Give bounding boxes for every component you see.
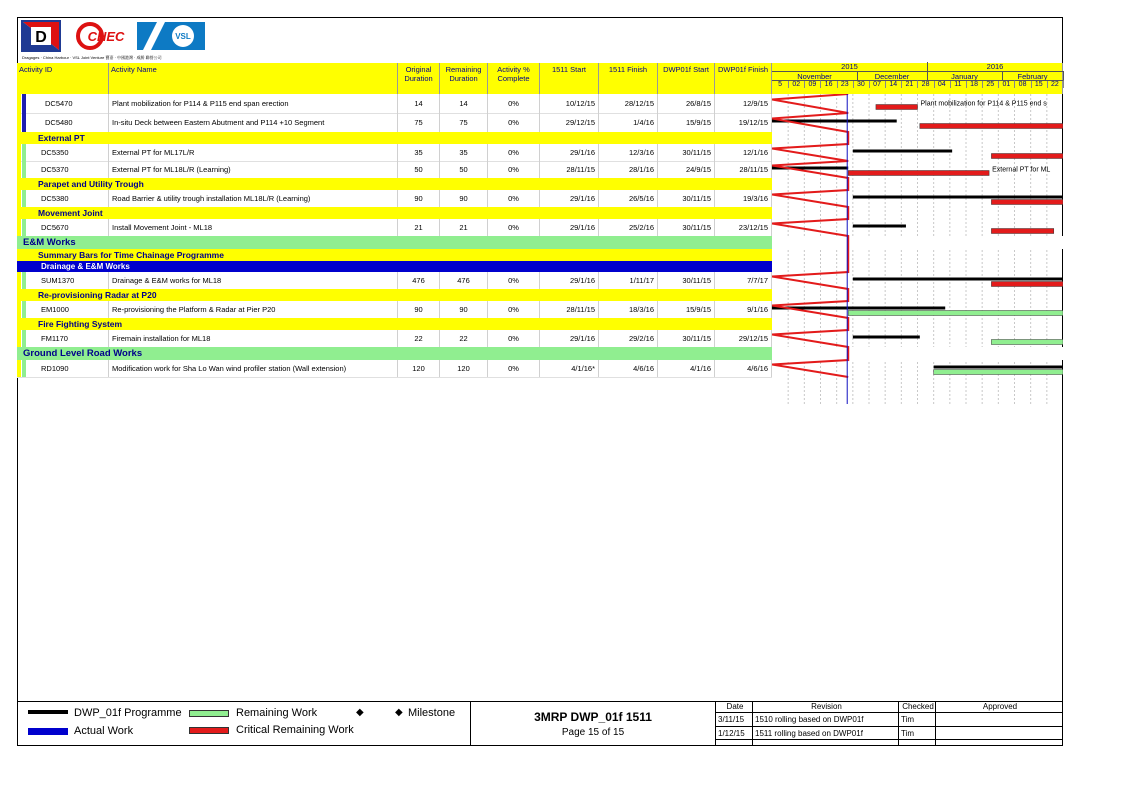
dwp-start: 15/9/15 — [658, 113, 715, 132]
dwp-finish: 28/11/15 — [715, 161, 772, 178]
chec-logo-icon — [74, 20, 128, 52]
finish-1511: 1/11/17 — [599, 272, 658, 289]
table-row — [17, 144, 772, 162]
revision-date: 1/12/15 — [716, 727, 753, 740]
legend-remaining-label: Remaining Work — [236, 707, 318, 719]
pct-complete: 0% — [488, 113, 540, 132]
vsl-logo — [137, 20, 205, 52]
month-label: December — [857, 71, 928, 81]
original-duration: 75 — [398, 113, 440, 132]
activity-name: External PT for ML17L/R — [109, 144, 398, 161]
pct-complete: 0% — [488, 161, 540, 178]
wbs-stripe — [22, 190, 26, 207]
remaining-duration: 120 — [440, 360, 488, 377]
revision-header-approved: Approved — [936, 701, 1063, 713]
baseline-bar — [853, 336, 920, 339]
activity-name: Re-provisioning the Platform & Radar at Pier P20 — [109, 301, 398, 318]
col-remaining-duration: Remaining Duration — [440, 63, 488, 94]
wbs-stripe — [17, 190, 21, 207]
wbs-stripe — [17, 144, 21, 161]
legend-critical-swatch — [189, 727, 229, 734]
finish-1511: 26/5/16 — [599, 190, 658, 207]
dwp-finish: 12/9/15 — [715, 94, 772, 113]
activity-name: Modification work for Sha Lo Wan wind profiler station (Wall extension) — [109, 360, 398, 377]
pct-complete: 0% — [488, 94, 540, 113]
week-label: 16 — [821, 80, 838, 88]
week-label: 04 — [934, 80, 951, 88]
legend-actual-swatch — [28, 728, 68, 735]
start-1511: 10/12/15 — [540, 94, 599, 113]
week-label: 08 — [1015, 80, 1032, 88]
band-label: Ground Level Road Works — [23, 348, 143, 359]
original-duration: 21 — [398, 219, 440, 236]
dwp-finish: 19/12/15 — [715, 113, 772, 132]
activity-id: SUM1370 — [17, 272, 109, 289]
original-duration: 90 — [398, 190, 440, 207]
band-bg — [772, 347, 1063, 360]
band-label: Movement Joint — [38, 208, 103, 218]
activity-id: DC5380 — [17, 190, 109, 207]
col-activity-name: Activity Name — [109, 63, 398, 94]
wbs-stripe — [17, 219, 21, 236]
start-1511: 29/1/16 — [540, 272, 599, 289]
wbs-stripe — [17, 330, 21, 347]
legend-critical-label: Critical Remaining Work — [236, 724, 354, 736]
dragages-logo — [21, 20, 61, 52]
week-label: 21 — [901, 80, 918, 88]
pct-complete: 0% — [488, 144, 540, 161]
activity-name: Road Barrier & utility trough installation ML18L/R (Learning) — [109, 190, 398, 207]
revision-revision: 1510 rolling based on DWP01f — [753, 713, 899, 727]
activity-name: In-situ Deck between Eastern Abutment and P114 +10 Segment — [109, 113, 398, 132]
table-row — [17, 190, 772, 208]
dwp-finish: 12/1/16 — [715, 144, 772, 161]
wbs-stripe — [22, 272, 26, 289]
pct-complete: 0% — [488, 272, 540, 289]
dwp-start: 30/11/15 — [658, 144, 715, 161]
baseline-bar — [853, 225, 906, 228]
wbs-stripe — [17, 113, 21, 132]
band-label: Summary Bars for Time Chainage Programme — [38, 250, 224, 260]
legend-milestone-diamond-icon: ◆ — [356, 707, 364, 718]
table-row — [17, 360, 772, 378]
dwp-start: 30/11/15 — [658, 190, 715, 207]
group-band — [17, 289, 772, 301]
week-label: 25 — [982, 80, 999, 88]
wbs-stripe — [17, 360, 21, 377]
week-label: 11 — [950, 80, 967, 88]
wbs-stripe — [22, 330, 26, 347]
finish-1511: 1/4/16 — [599, 113, 658, 132]
legend-dwp-swatch — [28, 710, 68, 714]
dwp-start: 30/11/15 — [658, 272, 715, 289]
activity-id: EM1000 — [17, 301, 109, 318]
activity-name: Plant mobilization for P114 & P115 end span erection — [109, 94, 398, 113]
remaining-duration: 75 — [440, 113, 488, 132]
svg-text:D: D — [35, 29, 47, 46]
dwp-finish: 4/6/16 — [715, 360, 772, 377]
remaining-bar — [848, 311, 1063, 316]
finish-1511: 25/2/16 — [599, 219, 658, 236]
table-row — [17, 272, 772, 290]
year-label: 2015 — [772, 62, 928, 71]
activity-id: FM1170 — [17, 330, 109, 347]
col-dwp-start: DWP01f Start — [658, 63, 715, 94]
week-label: 28 — [918, 80, 935, 88]
remaining-bar — [934, 370, 1063, 375]
remaining-bar — [848, 171, 989, 176]
week-label: 01 — [998, 80, 1015, 88]
activity-name: Firemain installation for ML18 — [109, 330, 398, 347]
start-1511: 29/1/16 — [540, 144, 599, 161]
revision-header-checked: Checked — [899, 701, 936, 713]
legend-actual-label: Actual Work — [74, 725, 134, 737]
wbs-stripe — [22, 219, 26, 236]
week-label: 22 — [1047, 80, 1064, 88]
col-original-duration: Original Duration — [398, 63, 440, 94]
revision-header-revision: Revision — [753, 701, 899, 713]
dragages-logo-icon — [21, 20, 61, 52]
start-1511: 29/12/15 — [540, 113, 599, 132]
title-block-title: 3MRP DWP_01f 1511 — [534, 710, 652, 724]
revision-checked: Tim — [899, 727, 936, 740]
table-row — [17, 330, 772, 348]
wbs-stripe — [17, 272, 21, 289]
group-band — [17, 178, 772, 190]
band-label: Re-provisioning Radar at P20 — [38, 290, 157, 300]
week-label: 30 — [853, 80, 870, 88]
remaining-bar — [991, 282, 1063, 287]
remaining-bar — [991, 154, 1063, 159]
gantt-chart — [772, 94, 1063, 404]
band-label: Fire Fighting System — [38, 319, 123, 329]
pct-complete: 0% — [488, 360, 540, 377]
finish-1511: 28/12/15 — [599, 94, 658, 113]
wbs-stripe — [22, 301, 26, 318]
baseline-bar — [853, 196, 1063, 199]
revision-blank-cell — [753, 740, 899, 746]
revision-blank-cell — [936, 740, 1063, 746]
remaining-bar — [991, 200, 1063, 205]
group-band — [17, 207, 772, 219]
revision-approved — [936, 713, 1063, 727]
start-1511: 4/1/16* — [540, 360, 599, 377]
original-duration: 50 — [398, 161, 440, 178]
original-duration: 35 — [398, 144, 440, 161]
dwp-start: 26/8/15 — [658, 94, 715, 113]
wbs-subband — [17, 261, 772, 272]
original-duration: 120 — [398, 360, 440, 377]
activity-id: DC5350 — [17, 144, 109, 161]
revision-checked: Tim — [899, 713, 936, 727]
week-label: 02 — [788, 80, 805, 88]
svg-text:VSL: VSL — [175, 32, 191, 41]
wbs-stripe — [17, 161, 21, 178]
chec-logo — [74, 20, 128, 52]
remaining-duration: 14 — [440, 94, 488, 113]
legend-milestone-icon: ◆ — [395, 707, 403, 718]
week-label: 15 — [1031, 80, 1048, 88]
svg-text:CHEC: CHEC — [87, 29, 125, 44]
finish-1511: 4/6/16 — [599, 360, 658, 377]
week-label: 14 — [885, 80, 902, 88]
col-1511-finish: 1511 Finish — [599, 63, 658, 94]
activity-id: DC5370 — [17, 161, 109, 178]
pct-complete: 0% — [488, 301, 540, 318]
pct-complete: 0% — [488, 330, 540, 347]
remaining-duration: 476 — [440, 272, 488, 289]
wbs-stripe — [22, 360, 26, 377]
band-bg — [772, 236, 1063, 249]
start-1511: 29/1/16 — [540, 190, 599, 207]
revision-date: 3/11/15 — [716, 713, 753, 727]
group-band — [17, 318, 772, 330]
baseline-bar — [934, 366, 1063, 369]
bar-annotation: Plant mobilization for P114 & P115 end s — [920, 100, 1047, 108]
dwp-finish: 23/12/15 — [715, 219, 772, 236]
revision-blank-cell — [716, 740, 753, 746]
col-activity-id: Activity ID — [17, 63, 109, 94]
dwp-finish: 7/7/17 — [715, 272, 772, 289]
start-1511: 28/11/15 — [540, 161, 599, 178]
dwp-start: 30/11/15 — [658, 219, 715, 236]
wbs-stripe — [17, 94, 21, 113]
table-row — [17, 301, 772, 319]
activity-name: External PT for ML18L/R (Learning) — [109, 161, 398, 178]
finish-1511: 28/1/16 — [599, 161, 658, 178]
activity-id: DC5480 — [17, 113, 109, 132]
table-row — [17, 94, 772, 114]
week-label: 09 — [804, 80, 821, 88]
baseline-bar — [853, 278, 1063, 281]
dwp-start: 4/1/16 — [658, 360, 715, 377]
month-label: January — [927, 71, 1003, 81]
week-label: 23 — [837, 80, 854, 88]
original-duration: 90 — [398, 301, 440, 318]
title-block-page: Page 15 of 15 — [561, 727, 625, 738]
band-label: Drainage & E&M Works — [41, 262, 130, 271]
wbs-stripe — [22, 113, 26, 132]
band-label: Parapet and Utility Trough — [38, 179, 144, 189]
legend-milestone-label: Milestone — [408, 707, 456, 719]
band-label: External PT — [38, 133, 85, 143]
table-row — [17, 161, 772, 179]
original-duration: 22 — [398, 330, 440, 347]
start-1511: 28/11/15 — [540, 301, 599, 318]
remaining-bar — [991, 340, 1063, 345]
band-label: E&M Works — [23, 237, 76, 248]
finish-1511: 12/3/16 — [599, 144, 658, 161]
week-label: 07 — [869, 80, 886, 88]
original-duration: 14 — [398, 94, 440, 113]
col-pct-complete: Activity % Complete — [488, 63, 540, 94]
legend-dwp-label: DWP_01f Programme — [74, 707, 182, 719]
revision-blank-cell — [899, 740, 936, 746]
remaining-duration: 22 — [440, 330, 488, 347]
remaining-duration: 50 — [440, 161, 488, 178]
revision-approved — [936, 727, 1063, 740]
remaining-duration: 35 — [440, 144, 488, 161]
month-label: November — [772, 71, 858, 81]
logo-tagline: Dragages · China Harbour · VSL Joint Venture 寶嘉 · 中國港灣 · 威勝 聯營公司 — [22, 55, 162, 60]
dwp-start: 24/9/15 — [658, 161, 715, 178]
table-row — [17, 219, 772, 237]
vsl-logo-icon — [137, 20, 205, 52]
remaining-bar — [920, 124, 1063, 129]
original-duration: 476 — [398, 272, 440, 289]
start-1511: 29/1/16 — [540, 219, 599, 236]
activity-id: DC5670 — [17, 219, 109, 236]
dwp-finish: 19/3/16 — [715, 190, 772, 207]
wbs-stripe — [22, 94, 26, 113]
activity-id: DC5470 — [17, 94, 109, 113]
bar-annotation: External PT for ML — [992, 166, 1051, 174]
dwp-start: 30/11/15 — [658, 330, 715, 347]
group-band — [17, 132, 772, 144]
activity-name: Install Movement Joint - ML18 — [109, 219, 398, 236]
table-row — [17, 113, 772, 133]
wbs-stripe — [22, 144, 26, 161]
year-label: 2016 — [986, 62, 1004, 71]
remaining-duration: 90 — [440, 190, 488, 207]
legend-remaining-swatch — [189, 710, 229, 717]
revision-revision: 1511 rolling based on DWP01f — [753, 727, 899, 740]
col-1511-start: 1511 Start — [540, 63, 599, 94]
remaining-bar — [991, 229, 1053, 234]
col-dwp-finish: DWP01f Finish — [715, 63, 772, 94]
dwp-finish: 29/12/15 — [715, 330, 772, 347]
activity-name: Drainage & E&M works for ML18 — [109, 272, 398, 289]
wbs-stripe — [17, 301, 21, 318]
activity-id: RD1090 — [17, 360, 109, 377]
week-label: 18 — [966, 80, 983, 88]
remaining-bar — [876, 105, 918, 110]
week-label: 5 — [772, 80, 789, 88]
pct-complete: 0% — [488, 219, 540, 236]
remaining-duration: 90 — [440, 301, 488, 318]
month-label: February — [1002, 71, 1064, 81]
wbs-stripe — [22, 161, 26, 178]
baseline-bar — [853, 150, 952, 153]
dwp-finish: 9/1/16 — [715, 301, 772, 318]
finish-1511: 18/3/16 — [599, 301, 658, 318]
start-1511: 29/1/16 — [540, 330, 599, 347]
pct-complete: 0% — [488, 190, 540, 207]
finish-1511: 29/2/16 — [599, 330, 658, 347]
revision-header-date: Date — [716, 701, 753, 713]
group-band — [17, 249, 772, 261]
remaining-duration: 21 — [440, 219, 488, 236]
dwp-start: 15/9/15 — [658, 301, 715, 318]
